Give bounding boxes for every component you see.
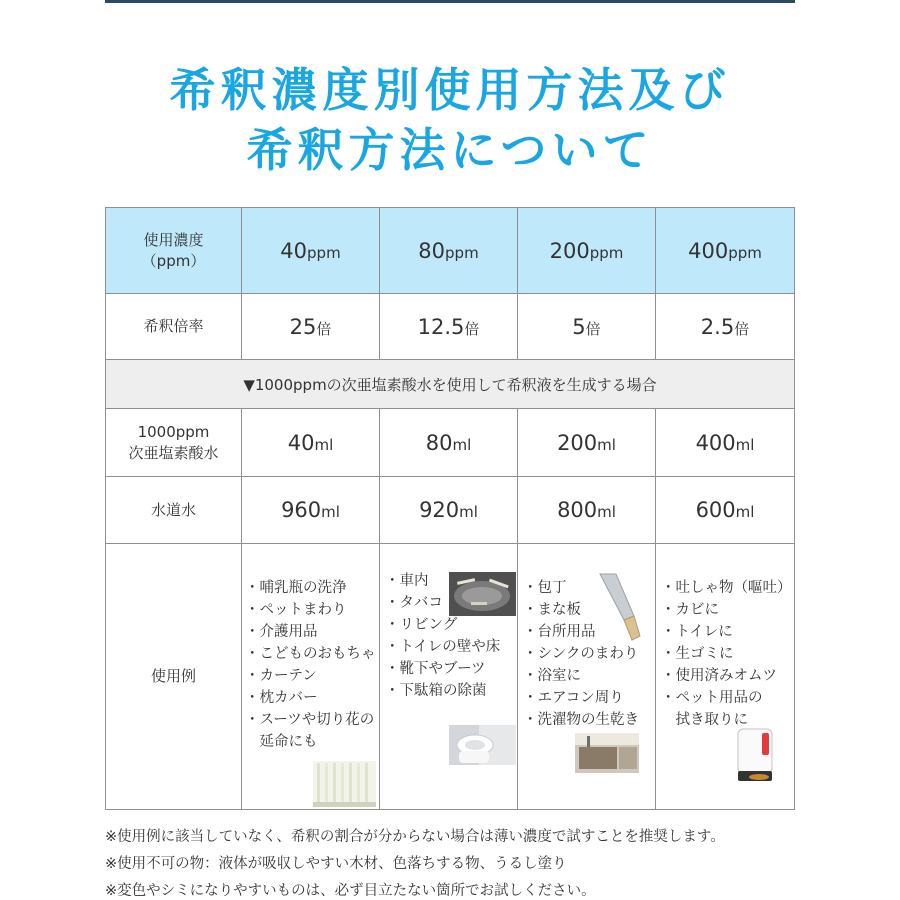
ratio-label: 希釈倍率 xyxy=(106,294,242,360)
list-item: ・エアコン周り xyxy=(523,690,624,706)
ratio-row xyxy=(106,294,795,360)
list-item: 延命にも xyxy=(245,734,318,750)
page-title-line-1: 希釈濃度別使用方法及び xyxy=(169,63,731,117)
list-item: ・車内 xyxy=(385,573,429,589)
concentration-value: 200 xyxy=(549,238,590,263)
water-value: 960 xyxy=(281,498,322,522)
examples-cell-80ppm xyxy=(380,544,518,810)
water-unit: ml xyxy=(735,503,755,521)
list-item: ・哺乳瓶の洗浄 xyxy=(245,580,347,596)
dilution-table xyxy=(105,207,795,810)
concentration-cell xyxy=(380,208,518,294)
list-item: ・リビング xyxy=(385,617,458,633)
stock-unit: ml xyxy=(452,435,472,454)
concentration-label xyxy=(106,208,242,294)
examples-list xyxy=(661,577,792,731)
note-row xyxy=(106,360,795,409)
concentration-cell xyxy=(518,208,656,294)
footnote: ※変色やシミになりやすいものは、必ず目立たない箇所でお試しください。 xyxy=(105,883,596,899)
stock-unit: ml xyxy=(597,435,616,454)
concentration-cell xyxy=(656,208,795,294)
ratio-value: 2.5 xyxy=(700,314,735,339)
concentration-unit: ppm xyxy=(445,243,479,262)
examples-cell-200ppm xyxy=(518,544,656,810)
ratio-unit: 倍 xyxy=(585,319,601,338)
ratio-cell xyxy=(656,294,795,360)
page-title-line-2: 希釈方法について xyxy=(246,123,654,177)
water-cell xyxy=(380,477,518,544)
concentration-row xyxy=(106,208,795,294)
examples-cell-400ppm xyxy=(656,544,795,810)
concentration-unit: ppm xyxy=(307,243,341,262)
examples-list xyxy=(245,577,376,753)
concentration-value: 400 xyxy=(688,238,729,263)
list-item: ・トイレに xyxy=(661,624,733,640)
list-item: ・吐しゃ物（嘔吐） xyxy=(661,580,792,596)
concentration-label-text: 使用濃度 （ppm） xyxy=(141,230,206,270)
list-item: ・タバコ xyxy=(385,595,443,611)
ratio-cell xyxy=(242,294,380,360)
list-item: ・スーツや切り花の xyxy=(245,712,375,728)
water-value: 920 xyxy=(419,498,460,522)
ratio-value: 5 xyxy=(572,314,586,339)
list-item: ・介護用品 xyxy=(245,624,318,640)
list-item: 拭き取りに xyxy=(661,712,748,728)
curtain-photo xyxy=(313,761,376,807)
examples-row xyxy=(106,544,795,810)
concentration-value: 80 xyxy=(418,238,446,263)
list-item: ・生ゴミに xyxy=(661,646,734,662)
list-item: ・洗濯物の生乾き xyxy=(523,712,639,728)
concentration-unit: ppm xyxy=(589,243,624,262)
ratio-value: 12.5 xyxy=(417,314,465,339)
list-item: ・靴下やブーツ xyxy=(385,661,486,677)
list-item: ・シンクのまわり xyxy=(523,646,639,662)
sink-photo xyxy=(575,733,639,773)
concentration-cell xyxy=(242,208,380,294)
ratio-cell xyxy=(518,294,656,360)
concentration-unit: ppm xyxy=(728,243,762,262)
stock-cell xyxy=(242,409,380,477)
list-item: ・カーテン xyxy=(245,668,317,684)
water-cell xyxy=(656,477,795,544)
toilet-photo xyxy=(449,725,516,765)
ratio-unit: 倍 xyxy=(464,319,480,338)
stock-value: 200 xyxy=(557,430,598,455)
list-item: ・ペット用品の xyxy=(661,690,763,706)
list-item: ・台所用品 xyxy=(523,624,596,640)
list-item: ・まな板 xyxy=(523,602,581,618)
ratio-cell xyxy=(380,294,518,360)
stock-cell xyxy=(380,409,518,477)
stock-row xyxy=(106,409,795,477)
water-unit: ml xyxy=(597,503,616,521)
list-item: ・下駄箱の除菌 xyxy=(385,683,487,699)
stock-cell xyxy=(518,409,656,477)
water-cell xyxy=(518,477,656,544)
note-text: ▼1000ppmの次亜塩素酸水を使用して希釈液を生成する場合 xyxy=(106,360,795,409)
water-row xyxy=(106,477,795,544)
list-item: ・カビに xyxy=(661,602,719,618)
list-item: ・浴室に xyxy=(523,668,581,684)
stock-value: 400 xyxy=(695,430,736,455)
list-item: ・こどものおもちゃ xyxy=(245,646,376,662)
footnotes xyxy=(105,824,805,900)
stock-value: 80 xyxy=(425,430,453,455)
water-label: 水道水 xyxy=(106,477,242,544)
list-item: ・包丁 xyxy=(523,580,567,596)
stock-label-text: 1000ppm 次亜塩素酸水 xyxy=(128,422,219,462)
kitchen-knife-photo xyxy=(594,570,644,642)
ashtray-photo xyxy=(449,572,516,616)
ratio-value: 25 xyxy=(289,314,317,339)
stock-value: 40 xyxy=(287,430,315,455)
pet-feeder-photo xyxy=(735,727,777,789)
list-item: ・使用済みオムツ xyxy=(661,668,777,684)
list-item: ・ペットまわり xyxy=(245,602,347,618)
footnote: ※使用例に該当していなく、希釈の割合が分からない場合は薄い濃度で試すことを推奨します。 xyxy=(105,829,725,845)
examples-cell-40ppm xyxy=(242,544,380,810)
water-cell xyxy=(242,477,380,544)
water-unit: ml xyxy=(321,503,340,521)
stock-label xyxy=(106,409,242,477)
list-item: ・トイレの壁や床 xyxy=(385,639,501,655)
top-divider xyxy=(105,0,795,3)
stock-cell xyxy=(656,409,795,477)
list-item: ・枕カバー xyxy=(245,690,318,706)
water-value: 800 xyxy=(557,498,598,522)
water-value: 600 xyxy=(695,498,736,522)
footnote: ※使用不可の物：液体が吸収しやすい木材、色落ちする物、うるし塗り xyxy=(105,856,567,872)
concentration-value: 40 xyxy=(280,238,308,263)
examples-label: 使用例 xyxy=(106,544,242,810)
stock-unit: ml xyxy=(314,435,334,454)
stock-unit: ml xyxy=(735,435,755,454)
ratio-unit: 倍 xyxy=(316,319,332,338)
ratio-unit: 倍 xyxy=(734,319,750,338)
water-unit: ml xyxy=(459,503,478,521)
